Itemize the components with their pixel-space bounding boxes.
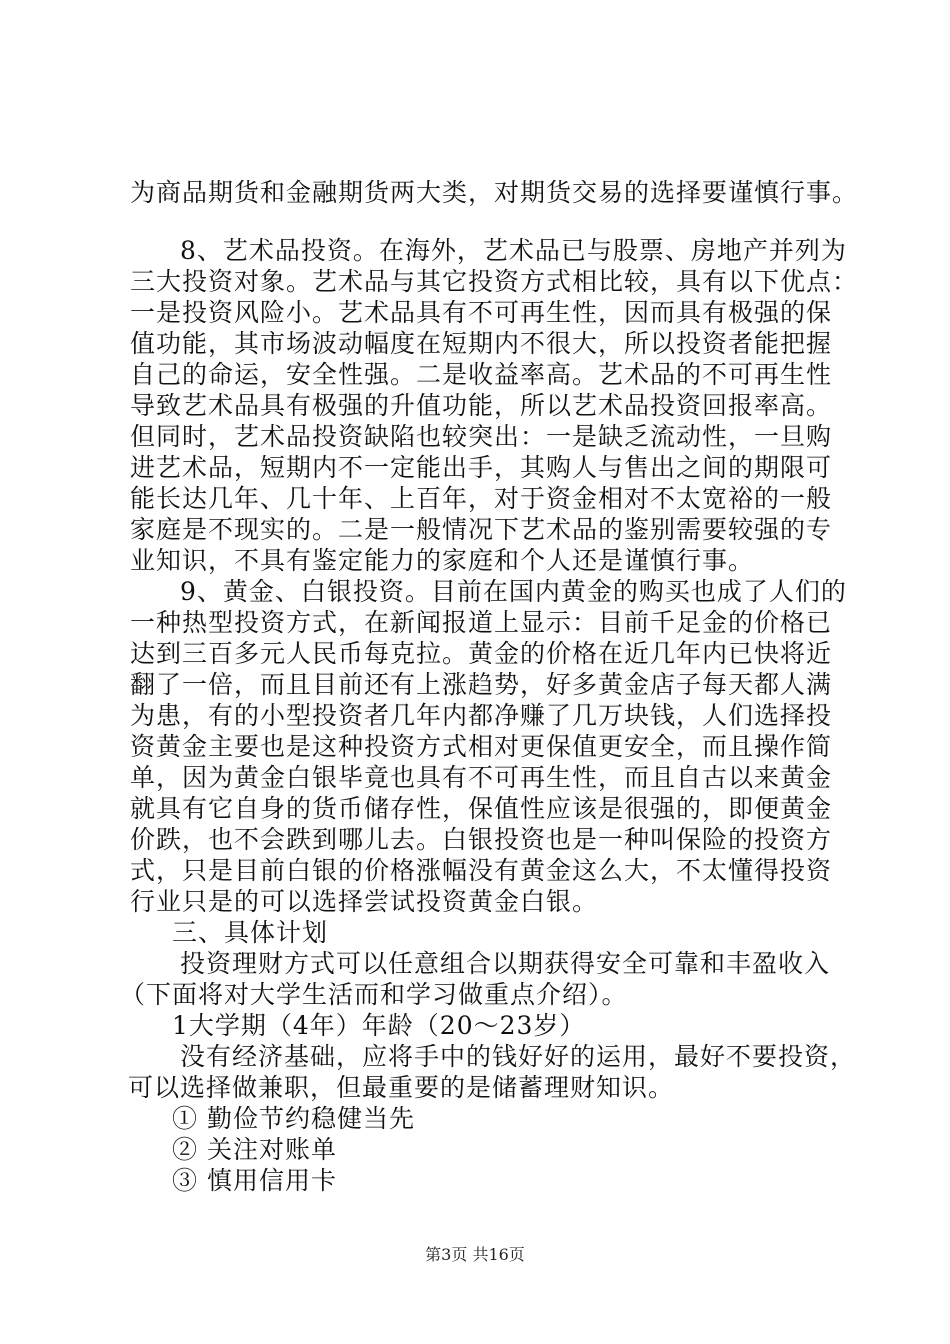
text-line: 行业只是的可以选择尝试投资黄金白银。 bbox=[130, 887, 599, 916]
text-line: 没有经济基础，应将手中的钱好好的运用，最好不要投资， bbox=[180, 1042, 857, 1071]
text-line: 业知识，不具有鉴定能力的家庭和个人还是谨慎行事。 bbox=[130, 546, 755, 575]
text-line: 翻了一倍，而且目前还有上涨趋势，好多黄金店子每天都人满 bbox=[130, 670, 833, 699]
text-line: 9、黄金、白银投资。目前在国内黄金的购买也成了人们的 bbox=[180, 577, 847, 606]
text-line: 三大投资对象。艺术品与其它投资方式相比较，具有以下优点： bbox=[130, 267, 859, 296]
text-line: 自己的命运，安全性强。二是收益率高。艺术品的不可再生性 bbox=[130, 360, 833, 389]
list-item: ② 关注对账单 bbox=[172, 1135, 337, 1164]
text-line: 8、艺术品投资。在海外，艺术品已与股票、房地产并列为 bbox=[180, 236, 847, 265]
text-line: 资黄金主要也是这种投资方式相对更保值更安全，而且操作简 bbox=[130, 732, 833, 761]
text-line: 一种热型投资方式，在新闻报道上显示：目前千足金的价格已 bbox=[130, 608, 833, 637]
text-line: 一是投资风险小。艺术品具有不可再生性，因而具有极强的保 bbox=[130, 298, 833, 327]
text-line: 单，因为黄金白银毕竟也具有不可再生性，而且自古以来黄金 bbox=[130, 763, 833, 792]
text-line: 导致艺术品具有极强的升值功能，所以艺术品投资回报率高。 bbox=[130, 391, 833, 420]
list-item: ① 勤俭节约稳健当先 bbox=[172, 1104, 415, 1133]
text-line: 为商品期货和金融期货两大类，对期货交易的选择要谨慎行事。 bbox=[130, 178, 859, 207]
page-footer: 第3页 共16页 bbox=[425, 1245, 525, 1264]
text-line: 就具有它自身的货币储存性，保值性应该是很强的，即便黄金 bbox=[130, 794, 833, 823]
text-line: 进艺术品，短期内不一定能出手，其购人与售出之间的期限可 bbox=[130, 453, 833, 482]
text-line: 能长达几年、几十年、上百年，对于资金相对不太宽裕的一般 bbox=[130, 484, 833, 513]
text-line: 可以选择做兼职，但最重要的是储蓄理财知识。 bbox=[128, 1073, 675, 1102]
text-line: 价跌，也不会跌到哪儿去。白银投资也是一种叫保险的投资方 bbox=[130, 825, 833, 854]
section-heading: 三、具体计划 bbox=[172, 918, 329, 947]
text-line: 但同时，艺术品投资缺陷也较突出：一是缺乏流动性，一旦购 bbox=[130, 422, 833, 451]
text-line: 投资理财方式可以任意组合以期获得安全可靠和丰盈收入 bbox=[180, 949, 831, 978]
list-item: ③ 慎用信用卡 bbox=[172, 1166, 337, 1195]
text-line: 达到三百多元人民币每克拉。黄金的价格在近几年内已快将近 bbox=[130, 639, 833, 668]
text-line: 为患，有的小型投资者几年内都净赚了几万块钱，人们选择投 bbox=[130, 701, 833, 730]
text-line: 家庭是不现实的。二是一般情况下艺术品的鉴别需要较强的专 bbox=[130, 515, 833, 544]
text-line: 1大学期（4年）年龄（20～23岁） bbox=[172, 1011, 586, 1040]
text-line: 式，只是目前白银的价格涨幅没有黄金这么大，不太懂得投资 bbox=[130, 856, 833, 885]
text-line: 值功能，其市场波动幅度在短期内不很大，所以投资者能把握 bbox=[130, 329, 833, 358]
text-line: （下面将对大学生活而和学习做重点介绍）。 bbox=[120, 980, 628, 1009]
